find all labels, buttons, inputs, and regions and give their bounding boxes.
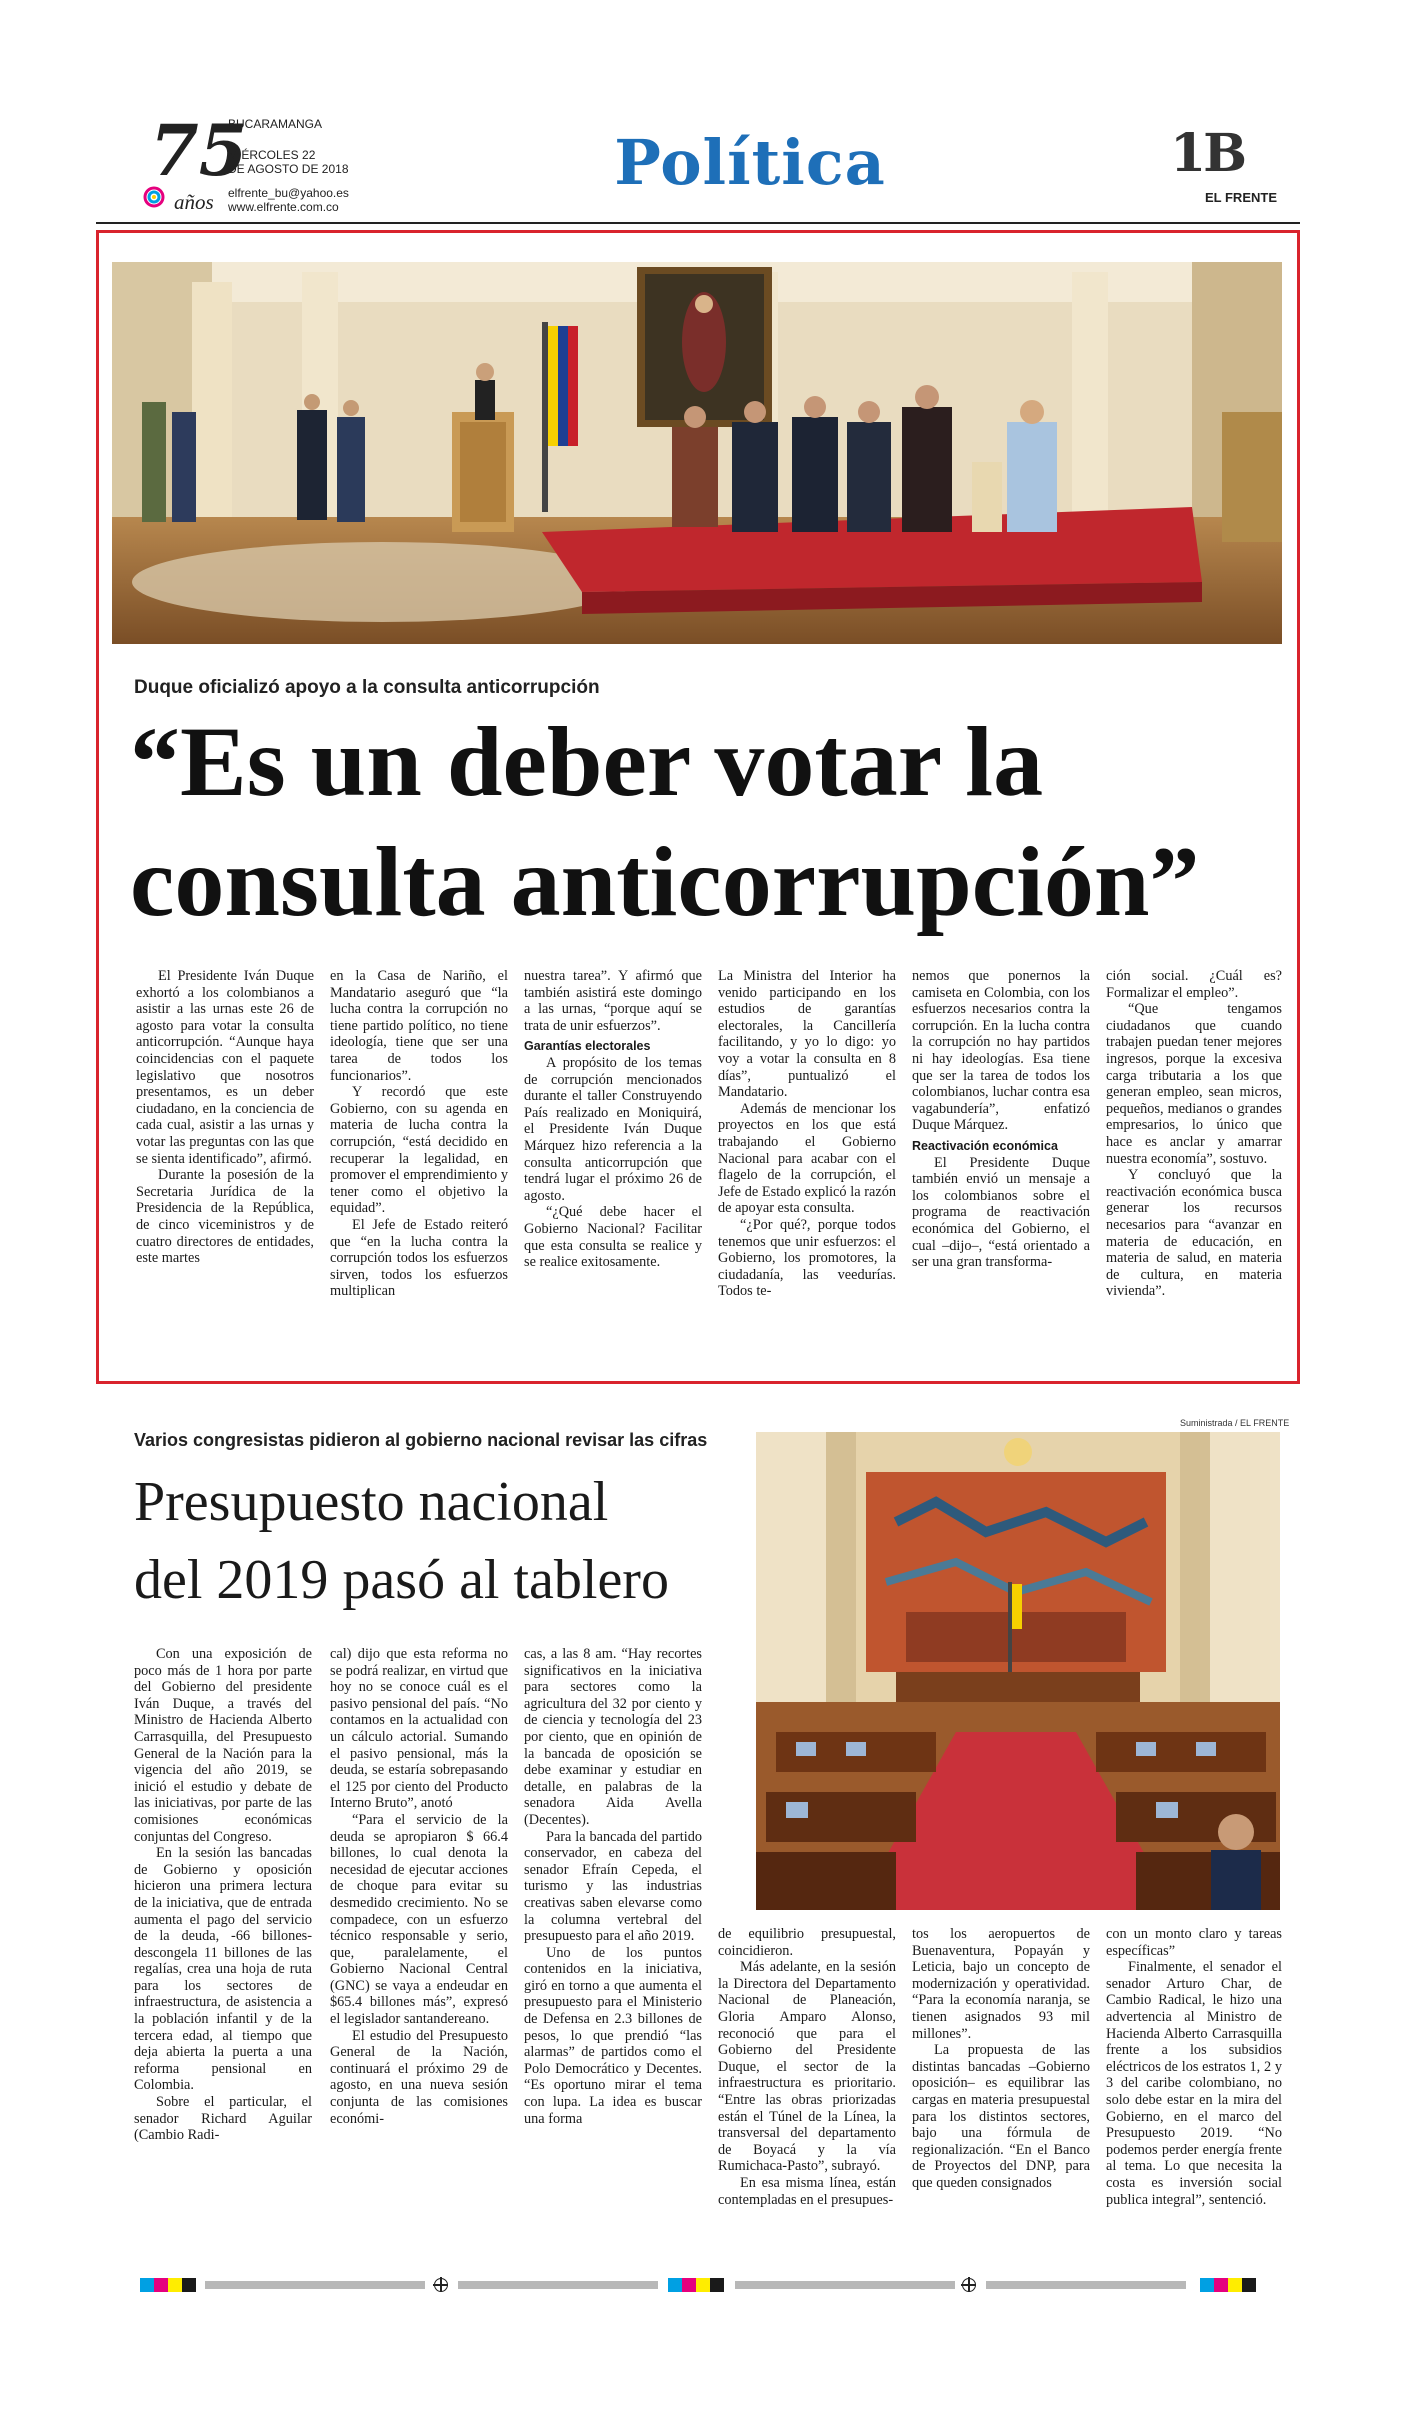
second-paragraph: Para la bancada del partido conservador, en cabeza del senador Efraín Cepeda, el turismo y las industrias creativas saben elevarse como la columna vertebral del presupuesto para el año 2019. bbox=[524, 1828, 702, 1945]
cyan-swatch bbox=[1200, 2278, 1214, 2292]
yellow-swatch bbox=[696, 2278, 710, 2292]
feature-headline-line1: “Es un deber votar la bbox=[130, 706, 1044, 817]
second-paragraph: Con una exposición de poco más de 1 hora por parte del Gobierno del presidente Iván Duque, a través del Ministro de Hacienda Alberto Carrasquilla, del Presupuesto General de la Nación para la vigencia del año 2019, se inició el estudio y debate de las iniciativas, por parte de las comisiones económicas conjuntas del Congreso. bbox=[134, 1646, 312, 1845]
second-column-1 bbox=[134, 1646, 312, 2240]
second-paragraph: En la sesión las bancadas de Gobierno y oposición hicieron una primera lectura de la iniciativa, que de entrada aumenta el pago del servicio de la deuda, -66 billones- descongela 11 billones de las regalías, crea una hoja de ruta para los sectores de infraestructura, de asistencia a la población infantil y de la tercera edad, al tiempo que deja abierta la puerta a una reforma pensional en Colombia. bbox=[134, 1845, 312, 2094]
feature-kicker: Duque oficializó apoyo a la consulta anticorrupción bbox=[134, 677, 600, 698]
second-paragraph: El estudio del Presupuesto General de la Nación, continuará el próximo 29 de agosto, en una nueva sesión conjunta de las comisiones económi- bbox=[330, 2027, 508, 2127]
second-column-6 bbox=[1106, 1926, 1282, 2240]
photo-credit: Suministrada / EL FRENTE bbox=[1180, 1418, 1290, 1428]
registration-mark-right bbox=[962, 2278, 976, 2292]
feature-paragraph: El Presidente Iván Duque exhortó a los colombianos a asistir a las urnas este 26 de agosto para votar la consulta anticorrupción. “Aunque haya coincidencias con el paquete legislativo que nosotros presentamos, es un deber ciudadano, en la conciencia de cada cual, asistir a las urnas y votar las preguntas con las que se sienta identificado”, afirmó. bbox=[136, 968, 314, 1167]
page-number-mark: 1B bbox=[1170, 123, 1245, 184]
second-column-2 bbox=[330, 1646, 508, 2240]
feature-paragraph: “¿Qué debe hacer el Gobierno Nacional? Facilitar que esta consulta se realice y se realice exitosamente. bbox=[524, 1204, 702, 1271]
second-paragraph: cal) dijo que esta reforma no se podrá realizar, en virtud que hoy no se conoce cuál es el pasivo pensional del país. “No contamos en la actualidad con un cálculo actorial. Sumando el pasivo pensional, más la deuda, se estaría sobrepasando el 125 por ciento del Producto Interno Bruto”, anotó bbox=[330, 1646, 508, 1812]
second-headline-line1: Presupuesto nacional bbox=[134, 1471, 609, 1533]
masthead-email[interactable]: elfrente_bu@yahoo.es bbox=[228, 186, 349, 200]
feature-paragraph: “¿Por qué?, porque todos tenemos que unir esfuerzos: el Gobierno, los promotores, la ciudadanía, las veedurías. Todos te- bbox=[718, 1216, 896, 1300]
masthead-divider bbox=[96, 222, 1300, 224]
feature-paragraph: Y recordó que este Gobierno, con su agenda en materia de lucha contra la corrupción, “está decidido en recuperar la legalidad, en promover el emprendimiento y tener como el objetivo la equidad”. bbox=[330, 1084, 508, 1217]
grey-bar-center-right bbox=[735, 2281, 955, 2289]
magenta-swatch bbox=[154, 2278, 168, 2292]
registration-mark-left bbox=[434, 2278, 448, 2292]
black-swatch bbox=[710, 2278, 724, 2292]
feature-subheading: Reactivación económica bbox=[912, 1138, 1058, 1153]
grey-bar-left bbox=[205, 2281, 425, 2289]
second-paragraph: con un monto claro y tareas específicas” bbox=[1106, 1926, 1282, 1959]
palace-ceremony-photo bbox=[112, 262, 1282, 644]
congress-chamber-photo bbox=[756, 1432, 1280, 1910]
feature-paragraph: El Jefe de Estado reiteró que “en la lucha contra la corrupción todos los esfuerzos sirven, todos los esfuerzos multiplican bbox=[330, 1216, 508, 1300]
feature-paragraph: A propósito de los temas de corrupción mencionados durante el taller Construyendo País realizado en Moniquirá, el Presidente Iván Duque Márquez hizo referencia a la consulta anticorrupción que tendrá lugar el próximo 26 de agosto. bbox=[524, 1054, 702, 1204]
second-paragraph: Finalmente, el senador el senador Arturo Char, de Cambio Radical, le hizo una advertencia al Ministro de Hacienda Alberto Carrasquilla frente a los subsidios eléctricos de los estratos 1, 2 y 3 del caribe colombiano, no solo debe estar en la mira del Gobierno, en el marco del Presupuesto 2019. “No podemos perder energía frente al tema. Lo que necesita la costa es inversión social publica integral”, sentenció. bbox=[1106, 1959, 1282, 2208]
masthead-website[interactable]: www.elfrente.com.co bbox=[228, 200, 339, 214]
grey-bar-center-left bbox=[458, 2281, 658, 2289]
feature-paragraph: nuestra tarea”. Y afirmó que también asistirá este domingo a las urnas, “porque aquí se trata de unir esfuerzos”. bbox=[524, 968, 702, 1034]
magenta-swatch bbox=[1214, 2278, 1228, 2292]
feature-subheading: Garantías electorales bbox=[524, 1039, 651, 1054]
color-bar-right bbox=[1200, 2278, 1256, 2292]
feature-paragraph: en la Casa de Nariño, el Mandatario aseguró que “la lucha contra la corrupción no tiene partido político, no tiene ideología, tiene que ser una tarea de todos los funcionarios”. bbox=[330, 968, 508, 1084]
second-paragraph: Uno de los puntos contenidos en la iniciativa, giró en torno a que aumenta el presupuesto para el Ministerio de Defensa en 2.3 billones de pesos, lo que prendió “las alarmas” de partidos como el Polo Democrático y Decentes. “Es oportuno mirar el tema con lupa. La idea es buscar una forma bbox=[524, 1944, 702, 2127]
feature-column-1 bbox=[136, 968, 314, 1348]
second-column-3 bbox=[524, 1646, 702, 2240]
cyan-swatch bbox=[140, 2278, 154, 2292]
feature-paragraph: ción social. ¿Cuál es? Formalizar el empleo”. bbox=[1106, 968, 1282, 1001]
second-column-5 bbox=[912, 1926, 1090, 2240]
second-paragraph: La propuesta de las distintas bancadas –Gobierno oposición– es equilibrar las cargas en materia presupuestal para los distintos sectores, bajo una fórmula de regionalización. “En el Banco de Proyectos del DNP, para que queden consignados bbox=[912, 2042, 1090, 2191]
second-paragraph: cas, a las 8 am. “Hay recortes significativos en la iniciativa para sectores como la agricultura del 32 por ciento y de ciencia y tecnología del 23 por ciento, que en opinión de la bancada de oposición se debe examinar y estudiar en detalle, en palabras de la senadora Aida Avella (Decentes). bbox=[524, 1646, 702, 1828]
feature-column-6 bbox=[1106, 968, 1282, 1348]
masthead-date-line1: MIÉRCOLES 22 bbox=[228, 148, 316, 162]
second-paragraph: de equilibrio presupuestal, coincidieron. bbox=[718, 1926, 896, 1959]
feature-column-5 bbox=[912, 968, 1090, 1348]
anniversary-logo-emblem bbox=[143, 186, 165, 208]
feature-paragraph: Además de mencionar los proyectos en los que está trabajando el Gobierno Nacional para acabar con el flagelo de la corrupción, el Jefe de Estado explicó la razón de apoyar esta consulta. bbox=[718, 1100, 896, 1217]
feature-column-4 bbox=[718, 968, 896, 1348]
feature-paragraph: Y concluyó que la reactivación económica busca generar los recursos necesarios para “avanzar en materia de educación, en materia de salud, en materia de cultura, en materia vivienda”. bbox=[1106, 1167, 1282, 1300]
newspaper-name: EL FRENTE bbox=[1205, 190, 1277, 205]
black-swatch bbox=[182, 2278, 196, 2292]
second-paragraph: Más adelante, en la sesión la Directora del Departamento Nacional de Planeación, Gloria Amparo Alonso, reconoció que para el Gobierno del Presidente Duque, el sector de la infraestructura es prioritario. “Entre las obras priorizadas están el Túnel de la Línea, la transversal del departamento de Boyacá y la vía Rumichaca-Pasto”, subrayó. bbox=[718, 1959, 896, 2175]
anniversary-logo-word: años bbox=[174, 190, 214, 214]
feature-column-2 bbox=[330, 968, 508, 1348]
second-paragraph: tos los aeropuertos de Buenaventura, Popayán y Leticia, bajo un concepto de modernización y operatividad. “Para la economía naranja, se tienen asignados 93 mil millones”. bbox=[912, 1926, 1090, 2042]
feature-paragraph: nemos que ponernos la camiseta en Colombia, con los esfuerzos necesarios contra la corrupción. En la lucha contra la corrupción no hay partidos ni hay ideologías. Esa tiene que ser la tarea de todos los colombianos, luchar contra esa vagabundería”, enfatizó Duque Márquez. bbox=[912, 968, 1090, 1134]
anniversary-logo-number: 75 bbox=[150, 109, 248, 192]
feature-column-3 bbox=[524, 968, 702, 1348]
grey-bar-right bbox=[986, 2281, 1186, 2289]
yellow-swatch bbox=[1228, 2278, 1242, 2292]
feature-paragraph: La Ministra del Interior ha venido participando en los estudios de garantías electorales, la Cancillería facilitando, y yo lo digo: yo voy a votar la consulta en 8 días”, puntualizó el Mandatario. bbox=[718, 968, 896, 1101]
cyan-swatch bbox=[668, 2278, 682, 2292]
masthead-date-line2: DE AGOSTO DE 2018 bbox=[228, 162, 349, 176]
second-paragraph: Sobre el particular, el senador Richard Aguilar (Cambio Radi- bbox=[134, 2094, 312, 2144]
second-paragraph: En esa misma línea, están contempladas en el presupues- bbox=[718, 2174, 896, 2208]
yellow-swatch bbox=[168, 2278, 182, 2292]
second-column-4 bbox=[718, 1926, 896, 2240]
feature-paragraph: Durante la posesión de la Secretaria Jurídica de la Presidencia de la República, de cinco viceministros y de cuatro directores de entidades, este martes bbox=[136, 1167, 314, 1267]
magenta-swatch bbox=[682, 2278, 696, 2292]
feature-paragraph: “Que tengamos ciudadanos que cuando trabajen puedan tener mejores ingresos, porque la excesiva carga tributaria a los que generan empleo, sean micros, pequeños, medianos o grandes empresarios, lo único que hace es anclar y amarrar nuestra economía”, sostuvo. bbox=[1106, 1001, 1282, 1167]
second-kicker: Varios congresistas pidieron al gobierno nacional revisar las cifras bbox=[134, 1430, 708, 1450]
second-paragraph: “Para el servicio de la deuda se apropiaron $ 66.4 billones, lo cual denota la necesidad de ejecutar acciones de choque para evitar su desmedido crecimiento. No se compadece, con un esfuerzo técnico responsable y serio, que, paralelamente, el Gobierno Nacional Central (GNC) se vaya a endeudar en $65.4 billones más”, expresó el legislador santandereano. bbox=[330, 1811, 508, 2028]
section-title: Política bbox=[614, 126, 886, 199]
color-bar-center bbox=[668, 2278, 724, 2292]
masthead-city: BUCARAMANGA bbox=[228, 117, 323, 131]
second-headline-line2: del 2019 pasó al tablero bbox=[134, 1549, 669, 1611]
black-swatch bbox=[1242, 2278, 1256, 2292]
color-bar-left bbox=[140, 2278, 196, 2292]
feature-paragraph: El Presidente Duque también envió un mensaje a los colombianos sobre el programa de reactivación económica del Gobierno, el cual –dijo–, “está orientado a ser una gran transforma- bbox=[912, 1154, 1090, 1271]
feature-headline-line2: consulta anticorrupción” bbox=[130, 826, 1200, 937]
